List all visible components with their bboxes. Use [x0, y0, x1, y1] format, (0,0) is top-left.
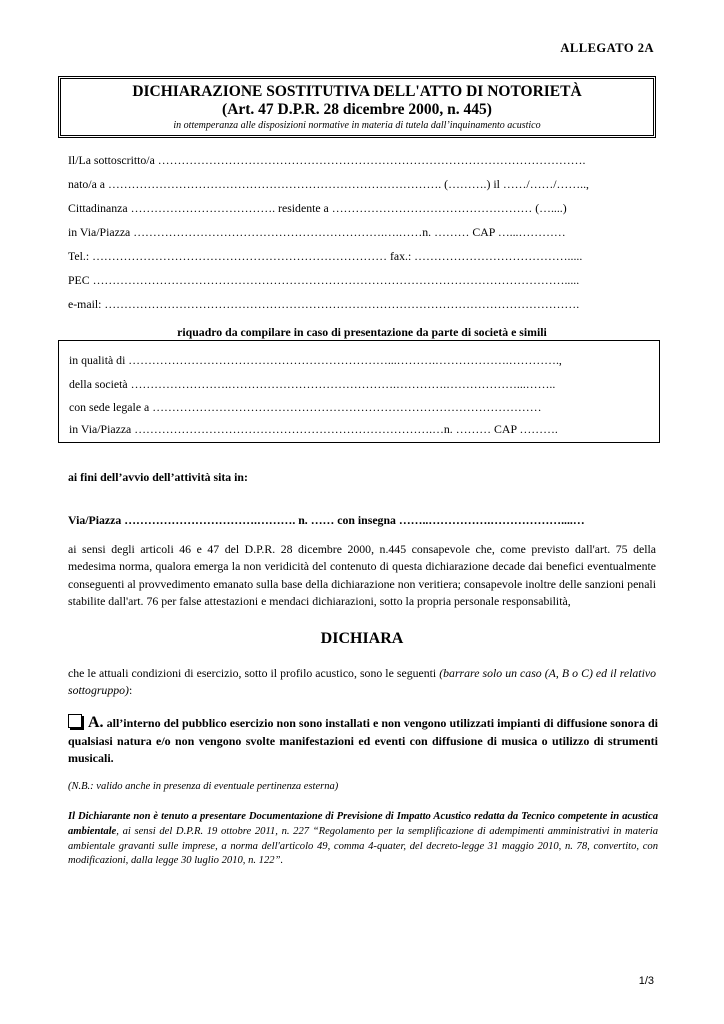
activity-label: ai fini dell’avvio dell’attività sita in: [68, 470, 248, 484]
company-box [58, 340, 660, 443]
exemption-note-bold: Il Dichiarante non è tenuto a presentare Documentazione di Previsione di Impatto Acustico redatta da Tecnico competente in acustica ambientale [68, 811, 658, 837]
field-sede-legale[interactable]: con sede legale a ……………………………………………………………………………………… [69, 400, 542, 414]
allegato-label: ALLEGATO 2A [560, 41, 654, 55]
conditions-intro-italic: (barrare solo un caso (A, B o C) ed il relativo sottogruppo) [68, 666, 656, 698]
declaration-paragraph: ai sensi degli articoli 46 e 47 del D.P.R. 28 dicembre 2000, n.445 consapevole che, come previsto dall'art. 75 della medesima norma, qualora emerga la non veridicità del contenuto di questa dichiarazione decade dai benefici eventualmente conseguenti al provvedimento emanato sulla base della dichiarazione non veritiera; consapevole inoltre delle sanzioni penali stabilite dall'art. 76 per false attestazioni e mendaci dichiarazioni, sotto la propria personale responsabilità, [68, 542, 656, 608]
field-in-qualita[interactable]: in qualità di …………………………………………………………...……….……………….…………., [69, 353, 562, 367]
page-number: 1/3 [638, 975, 654, 987]
document-subtitle: (Art. 47 D.P.R. 28 dicembre 2000, n. 445) [222, 101, 492, 118]
exemption-note-rest: , ai sensi del D.P.R. 19 ottobre 2011, n. 227 “Regolamento per la semplificazione di adempimenti amministrativi in materia ambientale gravanti sulle imprese, a norma dell'articolo 49, comma 4-quater, del decreto-legge 31 maggio 2010, n. 78, convertito, con modificazioni, dalla legge 30 luglio 2010, n. 122”. [68, 825, 658, 867]
conditions-intro [68, 665, 656, 700]
field-tel-fax[interactable]: Tel.: ………………………………………………………………… fax.: …………………………………..... [68, 249, 583, 263]
field-cittadinanza[interactable]: Cittadinanza ………………………………. residente a …………………………………………… (…....) [68, 201, 567, 215]
option-a-text: all’interno del pubblico esercizio non sono installati e non vengono utilizzati impianti di diffusione sonora di qualsiasi natura e/o non vengono svolte manifestazioni ed eventi con diffusione di musica o utilizzo di strumenti musicali. [68, 716, 659, 765]
nb-note: (N.B.: valido anche in presenza di eventuale pertinenza esterna) [68, 781, 339, 792]
option-a [68, 714, 658, 768]
conditions-intro-end: : [128, 683, 133, 698]
field-sottoscritto[interactable]: Il/La sottoscritto/a ………………………………………………………………………………………………. [68, 153, 586, 167]
conditions-intro-text: che le attuali condizioni di esercizio, sotto il profilo acustico, sono le seguenti [68, 666, 440, 680]
option-a-checkbox[interactable] [68, 714, 82, 728]
field-activity-address[interactable]: Via/Piazza …………………………….………. n. …… con insegna ……..…………….………………....… [68, 513, 585, 527]
field-nato-a[interactable]: nato/a a …………………………………………………………………………. (……….) il ……/……/…….., [68, 177, 590, 191]
exemption-note [68, 810, 658, 869]
document-note: in ottemperanza alle disposizioni normative in materia di tutela dall’inquinamento acustico [173, 120, 541, 131]
company-box-label: riquadro da compilare in caso di presentazione da parte di società e simili [177, 325, 547, 339]
dichiara-heading: DICHIARA [320, 630, 404, 647]
field-pec[interactable]: PEC …………………………………………………………………………………………………………..... [68, 273, 580, 287]
option-a-letter: A. [88, 714, 104, 731]
title-box [58, 76, 656, 138]
field-email[interactable]: e-mail: …………………………………………………………………………………………………………. [68, 297, 580, 311]
field-societa[interactable]: della società …………………….…………………………………….………….………………...…….. [69, 377, 556, 391]
document-title: DICHIARAZIONE SOSTITUTIVA DELL'ATTO DI NOTORIETÀ [132, 83, 582, 100]
field-company-via[interactable]: in Via/Piazza ………………………………………………………………….…n. ……… CAP ………. [69, 422, 558, 436]
field-via-piazza[interactable]: in Via/Piazza ……………………………………………………….….……n. ……… CAP …...………… [68, 225, 566, 239]
